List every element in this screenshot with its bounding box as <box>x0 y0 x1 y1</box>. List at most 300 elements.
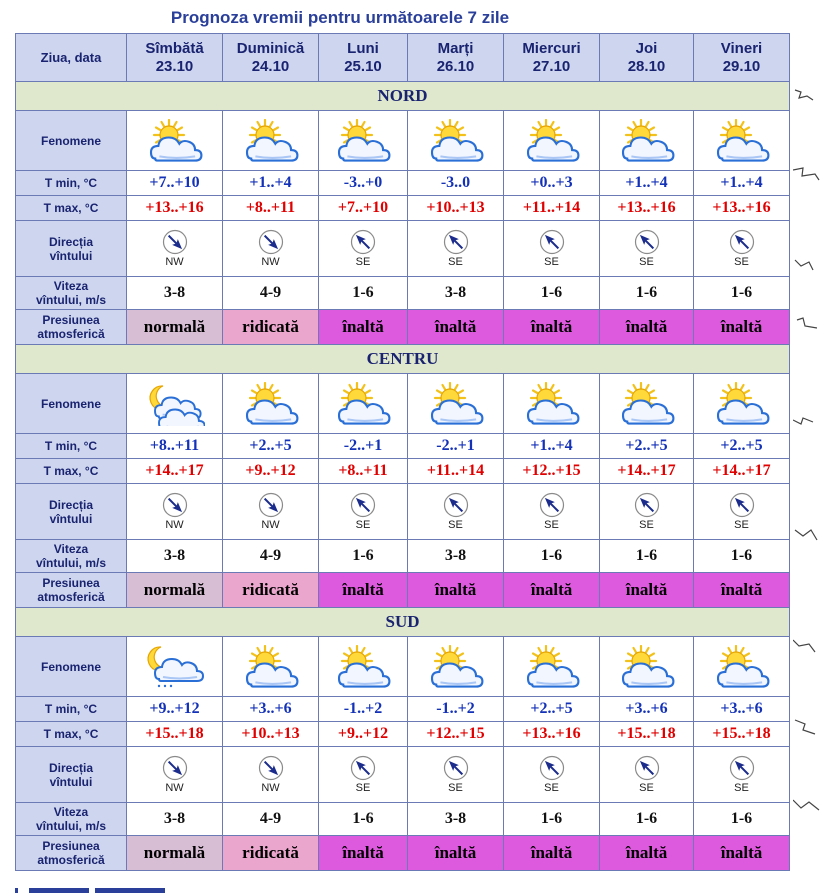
wind-direction-cell <box>694 747 790 803</box>
tmax-value: +15..+18 <box>127 722 223 747</box>
wind-direction-cell <box>408 747 504 803</box>
wind-arrow-icon <box>258 755 284 781</box>
wind-direction-code: SE <box>639 256 654 268</box>
partly-cloudy-sun-icon <box>333 382 393 426</box>
wind-direction-wrap <box>408 492 503 531</box>
partly-cloudy-sun-icon <box>522 382 582 426</box>
wind-speed-value: 1-6 <box>600 540 694 573</box>
row-label <box>16 803 127 836</box>
weather-icon-cell <box>694 374 790 434</box>
row-label-text: atmosferică <box>37 327 105 341</box>
pressure-value: înaltă <box>319 836 408 871</box>
wind-direction-cell <box>223 484 319 540</box>
wind-direction-code: SE <box>639 782 654 794</box>
pressure-value: normală <box>127 310 223 345</box>
wind-arrow-icon <box>539 229 565 255</box>
day-header <box>223 34 319 82</box>
tmax-value: +9..+12 <box>319 722 408 747</box>
weather-icon-cell <box>223 374 319 434</box>
wind-arrow-icon <box>258 229 284 255</box>
row-label-text: vîntului, m/s <box>35 293 106 307</box>
wind-direction-wrap <box>127 755 222 794</box>
tmax-value: +13..+16 <box>127 196 223 221</box>
row-label-text: Fenomene <box>40 659 101 674</box>
pressure-value: ridicată <box>223 836 319 871</box>
wind-direction-wrap <box>694 229 789 268</box>
wind-direction-wrap <box>319 755 407 794</box>
wind-speed-value: 3-8 <box>127 540 223 573</box>
day-name: Sîmbătă <box>145 39 204 57</box>
partly-cloudy-sun-icon <box>145 119 205 163</box>
tmin-row <box>16 697 790 722</box>
wind-speed-value: 1-6 <box>600 803 694 836</box>
decorative-map-strip <box>793 0 821 893</box>
wind-arrow-icon <box>539 492 565 518</box>
row-label-text: T max, °C <box>43 201 99 215</box>
wind-direction-code: SE <box>448 782 463 794</box>
row-label-text: Direcția <box>48 497 94 512</box>
pressure-value: înaltă <box>694 836 790 871</box>
weather-icon-cell <box>408 637 504 697</box>
tmin-value: -2..+1 <box>319 434 408 459</box>
wind-speed-row <box>16 540 790 573</box>
tmin-value: -1..+2 <box>319 697 408 722</box>
weather-icon-cell <box>694 111 790 171</box>
wind-speed-value: 3-8 <box>127 803 223 836</box>
wind-direction-wrap <box>694 755 789 794</box>
wind-speed-value: 3-8 <box>408 803 504 836</box>
wind-direction-cell <box>319 747 408 803</box>
day-header <box>694 34 790 82</box>
wind-direction-code: SE <box>355 256 371 268</box>
tmin-value: -3..+0 <box>319 171 408 196</box>
wind-arrow-icon <box>350 229 376 255</box>
tmax-value: +15..+18 <box>600 722 694 747</box>
wind-direction-cell <box>223 221 319 277</box>
region-name: CENTRU <box>16 345 790 374</box>
wind-direction-code: SE <box>544 782 559 794</box>
weather-icon-cell <box>127 374 223 434</box>
weather-icon-cell <box>408 111 504 171</box>
row-label-text: atmosferică <box>37 590 105 604</box>
pressure-value: înaltă <box>694 573 790 608</box>
tmax-row <box>16 459 790 484</box>
pressure-row <box>16 836 790 871</box>
region-row <box>16 345 790 374</box>
tmax-value: +14..+17 <box>600 459 694 484</box>
weather-icon-cell <box>223 111 319 171</box>
wind-direction-cell <box>694 484 790 540</box>
partly-cloudy-sun-icon <box>241 645 301 689</box>
wind-direction-wrap <box>408 229 503 268</box>
wind-arrow-icon <box>162 229 188 255</box>
tmin-value: -3..0 <box>408 171 504 196</box>
region-name: SUD <box>16 608 790 637</box>
wind-arrow-icon <box>162 755 188 781</box>
tmin-value: +0..+3 <box>504 171 600 196</box>
wind-speed-value: 3-8 <box>408 277 504 310</box>
tmax-value: +13..+16 <box>694 196 790 221</box>
partly-cloudy-sun-icon <box>333 645 393 689</box>
tmax-value: +8..+11 <box>319 459 408 484</box>
region-row <box>16 82 790 111</box>
row-label <box>16 540 127 573</box>
row-label-text: T min, °C <box>44 176 98 190</box>
wind-speed-value: 1-6 <box>319 540 408 573</box>
wind-speed-row <box>16 803 790 836</box>
wind-direction-row <box>16 484 790 540</box>
weather-icon-cell <box>504 374 600 434</box>
row-label-text: Presiunea <box>42 576 100 590</box>
wind-direction-code: SE <box>734 519 749 531</box>
tmin-value: +8..+11 <box>127 434 223 459</box>
wind-arrow-icon <box>729 755 755 781</box>
wind-direction-wrap <box>223 229 318 268</box>
wind-direction-cell <box>319 484 408 540</box>
partly-cloudy-sun-icon <box>426 382 486 426</box>
row-label <box>16 697 127 722</box>
wind-direction-code: NW <box>165 256 184 268</box>
wind-direction-code: SE <box>448 256 463 268</box>
wind-direction-cell <box>504 221 600 277</box>
tmin-value: +9..+12 <box>127 697 223 722</box>
partly-cloudy-sun-icon <box>712 119 772 163</box>
row-label-text: Presiunea <box>42 313 100 327</box>
row-label-text: Viteza <box>53 805 89 819</box>
pressure-value: înaltă <box>408 836 504 871</box>
wind-direction-cell <box>504 484 600 540</box>
wind-arrow-icon <box>350 492 376 518</box>
wind-direction-wrap <box>694 492 789 531</box>
wind-direction-cell <box>408 221 504 277</box>
pressure-value: înaltă <box>504 836 600 871</box>
day-header <box>600 34 694 82</box>
wind-speed-row <box>16 277 790 310</box>
wind-direction-code: SE <box>544 519 559 531</box>
wind-direction-wrap <box>127 229 222 268</box>
pressure-value: înaltă <box>600 310 694 345</box>
row-label-text: T min, °C <box>44 439 98 453</box>
row-label-text: vîntului, m/s <box>35 819 106 833</box>
tmax-value: +12..+15 <box>408 722 504 747</box>
partly-cloudy-sun-icon <box>522 119 582 163</box>
wind-arrow-icon <box>258 492 284 518</box>
tmin-value: +1..+4 <box>223 171 319 196</box>
wind-speed-value: 1-6 <box>504 803 600 836</box>
tmax-value: +7..+10 <box>319 196 408 221</box>
wind-arrow-icon <box>443 229 469 255</box>
row-label-text: Viteza <box>53 279 89 293</box>
pressure-value: înaltă <box>408 310 504 345</box>
pressure-value: înaltă <box>504 573 600 608</box>
tmax-value: +9..+12 <box>223 459 319 484</box>
wind-arrow-icon <box>443 492 469 518</box>
weather-icon-cell <box>319 374 408 434</box>
tmax-row <box>16 196 790 221</box>
wind-direction-cell <box>408 484 504 540</box>
pressure-value: ridicată <box>223 310 319 345</box>
row-label-text: Viteza <box>53 542 89 556</box>
day-header <box>504 34 600 82</box>
wind-direction-code: NW <box>261 782 280 794</box>
day-date: 23.10 <box>155 57 194 75</box>
wind-direction-code: SE <box>544 256 559 268</box>
tmax-value: +11..+14 <box>504 196 600 221</box>
tmin-value: +3..+6 <box>694 697 790 722</box>
tmin-value: +2..+5 <box>694 434 790 459</box>
day-date: 28.10 <box>627 57 666 75</box>
row-label <box>16 459 127 484</box>
day-date: 29.10 <box>722 57 761 75</box>
row-label-text: Direcția <box>48 234 94 249</box>
wind-direction-row <box>16 221 790 277</box>
wind-speed-value: 1-6 <box>504 540 600 573</box>
wind-direction-row <box>16 747 790 803</box>
pressure-row <box>16 310 790 345</box>
weather-icon-cell <box>319 111 408 171</box>
row-label <box>16 196 127 221</box>
wind-direction-wrap <box>504 229 599 268</box>
wind-direction-wrap <box>600 492 693 531</box>
day-name: Miercuri <box>522 39 581 57</box>
row-label <box>16 836 127 871</box>
wind-direction-cell <box>694 221 790 277</box>
weather-phenomena-row <box>16 637 790 697</box>
row-label-text: vîntului, m/s <box>35 556 106 570</box>
tmax-value: +10..+13 <box>223 722 319 747</box>
pressure-value: înaltă <box>694 310 790 345</box>
day-date: 26.10 <box>436 57 475 75</box>
partly-cloudy-sun-icon <box>617 382 677 426</box>
partly-cloudy-sun-icon <box>617 645 677 689</box>
wind-speed-value: 4-9 <box>223 277 319 310</box>
tmin-value: +1..+4 <box>694 171 790 196</box>
row-label-text: T max, °C <box>43 464 99 478</box>
pressure-value: normală <box>127 836 223 871</box>
weather-icon-cell <box>600 111 694 171</box>
tmax-value: +13..+16 <box>600 196 694 221</box>
wind-direction-code: NW <box>261 519 280 531</box>
row-label <box>16 171 127 196</box>
row-label-text: Fenomene <box>40 396 101 411</box>
wind-direction-code: SE <box>734 782 749 794</box>
row-label-text: Direcția <box>48 760 94 775</box>
row-label <box>16 573 127 608</box>
partly-cloudy-sun-icon <box>712 645 772 689</box>
partly-cloudy-sun-icon <box>241 119 301 163</box>
tmax-value: +14..+17 <box>694 459 790 484</box>
wind-direction-wrap <box>223 755 318 794</box>
wind-speed-value: 1-6 <box>504 277 600 310</box>
row-label-text: T min, °C <box>44 702 98 716</box>
tmin-value: -2..+1 <box>408 434 504 459</box>
weather-phenomena-row <box>16 111 790 171</box>
wind-speed-value: 1-6 <box>600 277 694 310</box>
day-name: Duminică <box>236 39 305 57</box>
tmax-value: +15..+18 <box>694 722 790 747</box>
row-label <box>16 221 127 277</box>
tmin-value: -1..+2 <box>408 697 504 722</box>
partly-cloudy-sun-icon <box>522 645 582 689</box>
wind-arrow-icon <box>634 755 660 781</box>
weather-icon-cell <box>504 111 600 171</box>
tmin-value: +1..+4 <box>600 171 694 196</box>
wind-direction-wrap <box>504 755 599 794</box>
weather-icon-cell <box>600 637 694 697</box>
pressure-value: ridicată <box>223 573 319 608</box>
wind-direction-wrap <box>319 492 407 531</box>
wind-speed-value: 3-8 <box>408 540 504 573</box>
wind-direction-wrap <box>600 755 693 794</box>
wind-direction-cell <box>319 221 408 277</box>
wind-direction-wrap <box>319 229 407 268</box>
pressure-row <box>16 573 790 608</box>
day-date: 25.10 <box>344 57 382 75</box>
cloudy-moon-icon <box>145 382 205 426</box>
row-label-text: Presiunea <box>42 839 100 853</box>
wind-direction-cell <box>600 484 694 540</box>
wind-arrow-icon <box>634 229 660 255</box>
partly-cloudy-sun-icon <box>241 382 301 426</box>
wind-direction-code: SE <box>734 256 749 268</box>
row-label <box>16 747 127 803</box>
wind-speed-value: 1-6 <box>319 803 408 836</box>
wind-speed-value: 1-6 <box>694 277 790 310</box>
partly-cloudy-sun-icon <box>617 119 677 163</box>
wind-arrow-icon <box>350 755 376 781</box>
wind-arrow-icon <box>729 229 755 255</box>
wind-direction-wrap <box>504 492 599 531</box>
row-label-text: atmosferică <box>37 853 105 867</box>
tmax-row <box>16 722 790 747</box>
header-row <box>16 34 790 82</box>
weather-icon-cell <box>694 637 790 697</box>
wind-direction-cell <box>600 221 694 277</box>
weather-icon-cell <box>319 637 408 697</box>
wind-direction-wrap <box>600 229 693 268</box>
weather-icon-cell <box>127 111 223 171</box>
row-label <box>16 484 127 540</box>
day-name: Marți <box>437 39 474 57</box>
row-label <box>16 374 127 434</box>
footer-cut-link <box>15 885 215 893</box>
tmax-value: +14..+17 <box>127 459 223 484</box>
pressure-value: înaltă <box>600 573 694 608</box>
wind-direction-cell <box>223 747 319 803</box>
pressure-value: normală <box>127 573 223 608</box>
weather-icon-cell <box>504 637 600 697</box>
row-label-text: Fenomene <box>40 133 101 148</box>
tmax-value: +13..+16 <box>504 722 600 747</box>
wind-direction-code: NW <box>165 782 184 794</box>
page-title: Prognoza vremii pentru următoarele 7 zile <box>170 8 510 27</box>
row-label <box>16 722 127 747</box>
row-label-text: vîntului <box>49 248 93 263</box>
weather-phenomena-row <box>16 374 790 434</box>
pressure-value: înaltă <box>408 573 504 608</box>
tmin-value: +3..+6 <box>223 697 319 722</box>
moon-cloud-light-rain-icon <box>145 645 205 689</box>
row-label-text: vîntului <box>49 774 93 789</box>
wind-direction-code: NW <box>261 256 280 268</box>
wind-arrow-icon <box>539 755 565 781</box>
wind-speed-value: 4-9 <box>223 540 319 573</box>
wind-speed-value: 4-9 <box>223 803 319 836</box>
region-name: NORD <box>16 82 790 111</box>
wind-speed-value: 1-6 <box>319 277 408 310</box>
tmin-value: +3..+6 <box>600 697 694 722</box>
day-date: 24.10 <box>251 57 290 75</box>
wind-direction-code: NW <box>165 519 184 531</box>
partly-cloudy-sun-icon <box>426 645 486 689</box>
wind-arrow-icon <box>443 755 469 781</box>
pressure-value: înaltă <box>504 310 600 345</box>
day-header <box>127 34 223 82</box>
wind-direction-wrap <box>127 492 222 531</box>
wind-direction-cell <box>127 747 223 803</box>
wind-direction-cell <box>127 221 223 277</box>
wind-direction-code: SE <box>639 519 654 531</box>
weather-icon-cell <box>223 637 319 697</box>
day-header <box>319 34 408 82</box>
wind-speed-value: 1-6 <box>694 803 790 836</box>
wind-direction-wrap <box>408 755 503 794</box>
wind-arrow-icon <box>162 492 188 518</box>
tmin-value: +2..+5 <box>223 434 319 459</box>
tmin-value: +1..+4 <box>504 434 600 459</box>
row-label <box>16 277 127 310</box>
partly-cloudy-sun-icon <box>712 382 772 426</box>
tmax-value: +8..+11 <box>223 196 319 221</box>
tmin-row <box>16 434 790 459</box>
wind-direction-code: SE <box>448 519 463 531</box>
row-label <box>16 310 127 345</box>
day-name: Joi <box>635 39 658 57</box>
tmax-value: +12..+15 <box>504 459 600 484</box>
region-row <box>16 608 790 637</box>
weather-icon-cell <box>600 374 694 434</box>
weather-icon-cell <box>127 637 223 697</box>
pressure-value: înaltă <box>319 310 408 345</box>
pressure-value: înaltă <box>600 836 694 871</box>
wind-arrow-icon <box>729 492 755 518</box>
partly-cloudy-sun-icon <box>426 119 486 163</box>
tmin-value: +7..+10 <box>127 171 223 196</box>
wind-direction-cell <box>600 747 694 803</box>
wind-direction-code: SE <box>355 782 371 794</box>
day-name: Luni <box>347 39 379 57</box>
wind-arrow-icon <box>634 492 660 518</box>
row-label <box>16 637 127 697</box>
wind-direction-code: SE <box>355 519 371 531</box>
forecast-table <box>15 33 790 871</box>
tmax-value: +10..+13 <box>408 196 504 221</box>
partly-cloudy-sun-icon <box>333 119 393 163</box>
weather-icon-cell <box>408 374 504 434</box>
wind-direction-cell <box>504 747 600 803</box>
pressure-value: înaltă <box>319 573 408 608</box>
row-label-text: vîntului <box>49 511 93 526</box>
wind-direction-wrap <box>223 492 318 531</box>
wind-direction-cell <box>127 484 223 540</box>
row-label <box>16 434 127 459</box>
tmin-row <box>16 171 790 196</box>
day-date: 27.10 <box>532 57 571 75</box>
row-label <box>16 111 127 171</box>
header-corner-label: Ziua, data <box>16 34 127 82</box>
tmin-value: +2..+5 <box>504 697 600 722</box>
tmin-value: +2..+5 <box>600 434 694 459</box>
